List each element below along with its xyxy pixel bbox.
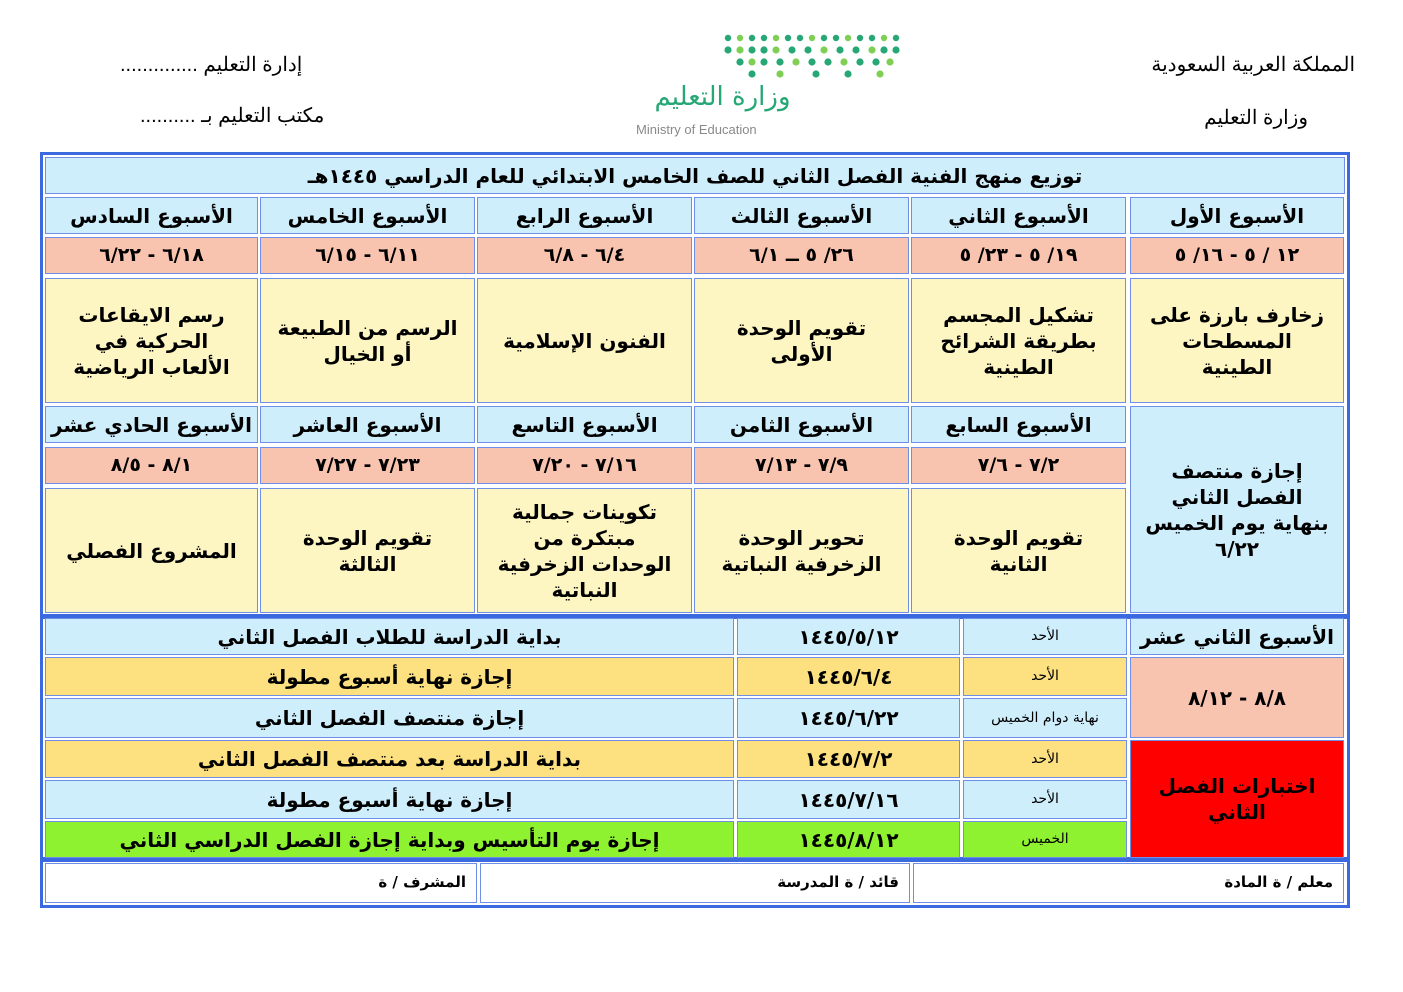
logo-dot bbox=[868, 46, 875, 53]
week-dates: ١٢ / ٥ - ١٦/ ٥ bbox=[1130, 237, 1344, 274]
week-name: الأسبوع الأول bbox=[1130, 197, 1344, 234]
week-topic: تقويم الوحدة الثالثة bbox=[260, 488, 475, 613]
week-topic: المشروع الفصلي bbox=[45, 488, 258, 613]
week-dates: ٦/٤ - ٦/٨ bbox=[477, 237, 692, 274]
logo-dot bbox=[760, 58, 767, 65]
logo-dot bbox=[788, 46, 795, 53]
logo-dot bbox=[748, 58, 755, 65]
week-name: الأسبوع السابع bbox=[911, 406, 1126, 443]
exams-cell: اختبارات الفصل الثاني bbox=[1130, 740, 1344, 858]
week-topic: تقويم الوحدة الثانية bbox=[911, 488, 1126, 613]
kingdom-label: المملكة العربية السعودية bbox=[1151, 54, 1355, 76]
logo-dot bbox=[869, 35, 875, 41]
event-description: بداية الدراسة بعد منتصف الفصل الثاني bbox=[45, 740, 734, 778]
week-name: الأسبوع السادس bbox=[45, 197, 258, 234]
logo-dot bbox=[812, 70, 819, 77]
week-topic: تقويم الوحدة الأولى bbox=[694, 278, 909, 403]
event-day: الأحد bbox=[963, 740, 1127, 778]
principal-signature: قائد / ة المدرسة bbox=[480, 863, 910, 903]
logo-dot bbox=[844, 70, 851, 77]
logo-dot bbox=[876, 70, 883, 77]
week-name: الأسبوع الحادي عشر bbox=[45, 406, 258, 443]
week-name: الأسبوع التاسع bbox=[477, 406, 692, 443]
week-name: الأسبوع الثامن bbox=[694, 406, 909, 443]
logo-dot bbox=[833, 35, 839, 41]
week-dates: ٨/١ - ٨/٥ bbox=[45, 447, 258, 484]
week-topic: تشكيل المجسم بطريقة الشرائح الطينية bbox=[911, 278, 1126, 403]
event-date: ١٤٤٥/٧/١٦ bbox=[737, 780, 960, 819]
logo-dot bbox=[725, 35, 731, 41]
logo-dot bbox=[804, 46, 811, 53]
logo-dot bbox=[840, 58, 847, 65]
supervisor-signature: المشرف / ة bbox=[45, 863, 477, 903]
logo-dot bbox=[736, 58, 743, 65]
event-date: ١٤٤٥/٦/٤ bbox=[737, 657, 960, 696]
logo-dot bbox=[808, 58, 815, 65]
week-name: الأسبوع الثاني bbox=[911, 197, 1126, 234]
week-dates: ٦/١٨ - ٦/٢٢ bbox=[45, 237, 258, 274]
logo-english-text: Ministry of Education bbox=[636, 122, 757, 137]
logo-dot bbox=[785, 35, 791, 41]
week-dates: ٧/١٦ - ٧/٢٠ bbox=[477, 447, 692, 484]
logo-dot bbox=[881, 35, 887, 41]
education-office-label: مكتب التعليم بـ .......... bbox=[140, 105, 325, 127]
logo-dot bbox=[836, 46, 843, 53]
logo-dot bbox=[773, 35, 779, 41]
week-topic: الرسم من الطبيعة أو الخيال bbox=[260, 278, 475, 403]
logo-dot bbox=[820, 46, 827, 53]
week-dates: ٦/١١ - ٦/١٥ bbox=[260, 237, 475, 274]
event-day: الأحد bbox=[963, 780, 1127, 819]
logo-dot bbox=[749, 35, 755, 41]
logo-dot bbox=[856, 58, 863, 65]
logo-dot bbox=[892, 46, 899, 53]
logo-dots-icon bbox=[720, 30, 990, 85]
event-date: ١٤٤٥/٧/٢ bbox=[737, 740, 960, 778]
ministry-logo bbox=[630, 30, 900, 142]
ministry-label: وزارة التعليم bbox=[1204, 107, 1308, 129]
week12-dates: ٨/٨ - ٨/١٢ bbox=[1130, 657, 1344, 738]
week-dates: ١٩/ ٥ - ٢٣/ ٥ bbox=[911, 237, 1126, 274]
event-day: نهاية دوام الخميس bbox=[963, 698, 1127, 738]
logo-dot bbox=[736, 46, 743, 53]
week-topic: تكوينات جمالية مبتكرة من الوحدات الزخرفية النباتية bbox=[477, 488, 692, 613]
event-description: إجازة نهاية أسبوع مطولة bbox=[45, 780, 734, 819]
logo-dot bbox=[824, 58, 831, 65]
logo-dot bbox=[880, 46, 887, 53]
logo-dot bbox=[809, 35, 815, 41]
logo-dot bbox=[748, 46, 755, 53]
education-admin-label: إدارة التعليم .............. bbox=[120, 54, 303, 76]
week-topic: زخارف بارزة على المسطحات الطينية bbox=[1130, 278, 1344, 403]
week-dates: ٧/٢٣ - ٧/٢٧ bbox=[260, 447, 475, 484]
logo-dot bbox=[886, 58, 893, 65]
logo-dot bbox=[772, 46, 779, 53]
logo-dot bbox=[760, 46, 767, 53]
logo-dot bbox=[872, 58, 879, 65]
logo-dot bbox=[857, 35, 863, 41]
logo-dot bbox=[845, 35, 851, 41]
week12-name: الأسبوع الثاني عشر bbox=[1130, 618, 1344, 655]
week-name: الأسبوع الرابع bbox=[477, 197, 692, 234]
event-date: ١٤٤٥/٦/٢٢ bbox=[737, 698, 960, 738]
logo-dot bbox=[852, 46, 859, 53]
logo-dot bbox=[893, 35, 899, 41]
logo-dot bbox=[776, 70, 783, 77]
event-day: الخميس bbox=[963, 821, 1127, 858]
logo-dot bbox=[737, 35, 743, 41]
week-name: الأسبوع العاشر bbox=[260, 406, 475, 443]
event-description: إجازة يوم التأسيس وبداية إجازة الفصل الدراسي الثاني bbox=[45, 821, 734, 858]
event-description: إجازة منتصف الفصل الثاني bbox=[45, 698, 734, 738]
week-topic: رسم الايقاعات الحركية في الألعاب الرياضية bbox=[45, 278, 258, 403]
logo-dot bbox=[724, 46, 731, 53]
logo-dot bbox=[797, 35, 803, 41]
logo-dot bbox=[776, 58, 783, 65]
logo-dot bbox=[761, 35, 767, 41]
event-day: الأحد bbox=[963, 657, 1127, 696]
week-topic: تحوير الوحدة الزخرفية النباتية bbox=[694, 488, 909, 613]
logo-dot bbox=[792, 58, 799, 65]
week-dates: ٢٦/ ٥ ــ ٦/١ bbox=[694, 237, 909, 274]
event-description: بداية الدراسة للطلاب الفصل الثاني bbox=[45, 618, 734, 655]
week-dates: ٧/٩ - ٧/١٣ bbox=[694, 447, 909, 484]
page-title: توزيع منهج الفنية الفصل الثاني للصف الخامس الابتدائي للعام الدراسي ١٤٤٥هـ bbox=[45, 157, 1345, 194]
week-topic: الفنون الإسلامية bbox=[477, 278, 692, 403]
logo-dot bbox=[821, 35, 827, 41]
event-date: ١٤٤٥/٥/١٢ bbox=[737, 618, 960, 655]
week-name: الأسبوع الخامس bbox=[260, 197, 475, 234]
teacher-signature: معلم / ة المادة bbox=[913, 863, 1344, 903]
week-dates: ٧/٢ - ٧/٦ bbox=[911, 447, 1126, 484]
midterm-break-cell: إجازة منتصف الفصل الثاني بنهاية يوم الخميس ٦/٢٢ bbox=[1130, 406, 1344, 613]
event-day: الأحد bbox=[963, 618, 1127, 655]
logo-arabic-text: وزارة التعليم bbox=[654, 82, 791, 112]
event-date: ١٤٤٥/٨/١٢ bbox=[737, 821, 960, 858]
logo-dot bbox=[748, 70, 755, 77]
week-name: الأسبوع الثالث bbox=[694, 197, 909, 234]
event-description: إجازة نهاية أسبوع مطولة bbox=[45, 657, 734, 696]
